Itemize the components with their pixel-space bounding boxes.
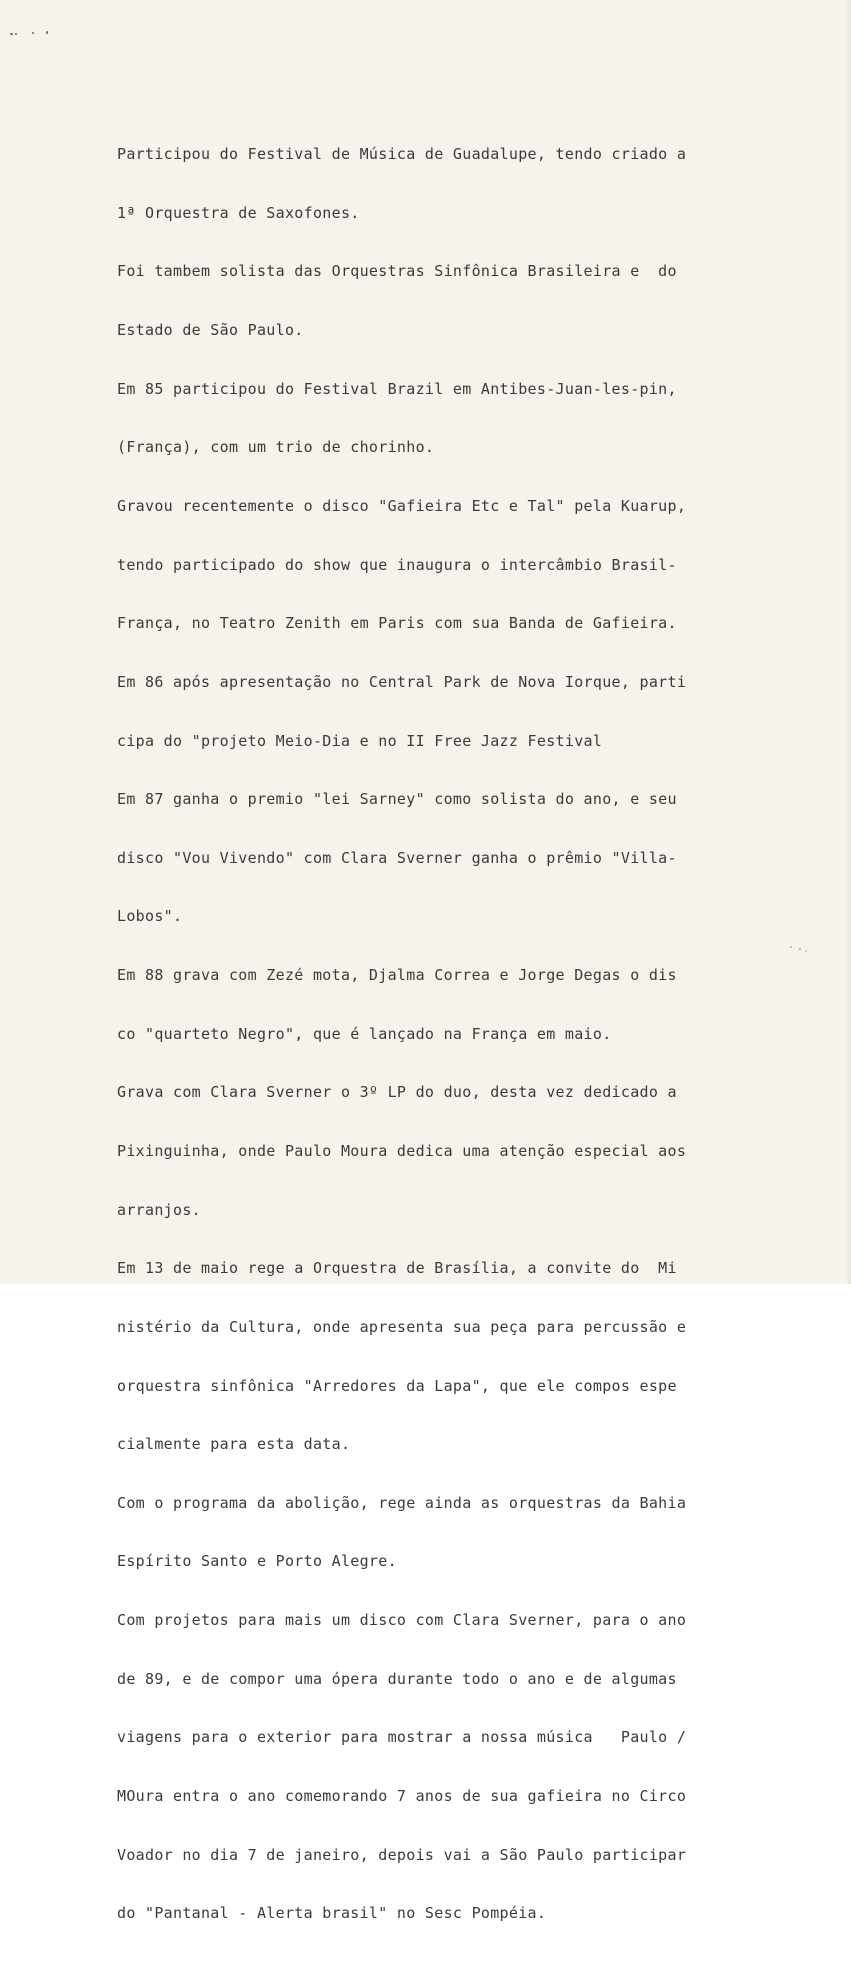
text-line: Lobos". bbox=[117, 907, 183, 926]
typed-biography-text bbox=[117, 106, 737, 1963]
text-line: Em 85 participou do Festival Brazil em Antibes-Juan-les-pin, bbox=[117, 379, 677, 398]
text-line: Voador no dia 7 de janeiro, depois vai a São Paulo participar bbox=[117, 1845, 687, 1864]
paper-speck bbox=[10, 33, 13, 35]
text-line: orquestra sinfônica "Arredores da Lapa", que ele compos espe bbox=[117, 1376, 677, 1395]
text-line: Espírito Santo e Porto Alegre. bbox=[117, 1552, 397, 1571]
text-line: nistério da Cultura, onde apresenta sua peça para percussão e bbox=[117, 1317, 687, 1336]
paper-speck bbox=[790, 946, 792, 948]
text-line: MOura entra o ano comemorando 7 anos de sua gafieira no Circo bbox=[117, 1787, 687, 1806]
text-line: Com o programa da abolição, rege ainda as orquestras da Bahia bbox=[117, 1493, 687, 1512]
text-line: disco "Vou Vivendo" com Clara Sverner ganha o prêmio "Villa- bbox=[117, 848, 677, 867]
text-line: 1ª Orquestra de Saxofones. bbox=[117, 203, 360, 222]
text-line: cipa do "projeto Meio-Dia e no II Free Jazz Festival bbox=[117, 731, 603, 750]
text-line: tendo participado do show que inaugura o intercâmbio Brasil- bbox=[117, 555, 677, 574]
text-line: do "Pantanal - Alerta brasil" no Sesc Pompéia. bbox=[117, 1904, 547, 1923]
paper-speck bbox=[15, 33, 17, 35]
text-line: Em 86 após apresentação no Central Park de Nova Iorque, parti bbox=[117, 672, 687, 691]
text-line: viagens para o exterior para mostrar a nossa música Paulo / bbox=[117, 1728, 687, 1747]
text-line: Pixinguinha, onde Paulo Moura dedica uma atenção especial aos bbox=[117, 1141, 687, 1160]
text-line: (França), com um trio de chorinho. bbox=[117, 438, 435, 457]
text-line: arranjos. bbox=[117, 1200, 201, 1219]
paper-speck bbox=[46, 31, 48, 34]
text-line: Em 87 ganha o premio "lei Sarney" como solista do ano, e seu bbox=[117, 790, 677, 809]
text-line: co "quarteto Negro", que é lançado na França em maio. bbox=[117, 1024, 612, 1043]
paper-speck bbox=[799, 948, 801, 950]
text-line: Participou do Festival de Música de Guadalupe, tendo criado a bbox=[117, 145, 687, 164]
paper-speck bbox=[32, 32, 34, 34]
text-line: Em 88 grava com Zezé mota, Djalma Correa e Jorge Degas o dis bbox=[117, 966, 677, 985]
paper-edge-shadow bbox=[845, 0, 851, 1284]
paper-speck bbox=[805, 950, 807, 952]
text-line: Foi tambem solista das Orquestras Sinfônica Brasileira e do bbox=[117, 262, 677, 281]
text-line: Estado de São Paulo. bbox=[117, 321, 304, 340]
text-line: de 89, e de compor uma ópera durante todo o ano e de algumas bbox=[117, 1669, 677, 1688]
text-line: Com projetos para mais um disco com Clara Sverner, para o ano bbox=[117, 1611, 687, 1630]
text-line: Em 13 de maio rege a Orquestra de Brasília, a convite do Mi bbox=[117, 1259, 677, 1278]
text-line: Grava com Clara Sverner o 3º LP do duo, desta vez dedicado a bbox=[117, 1083, 677, 1102]
text-line: Gravou recentemente o disco "Gafieira Etc e Tal" pela Kuarup, bbox=[117, 496, 687, 515]
text-line: França, no Teatro Zenith em Paris com sua Banda de Gafieira. bbox=[117, 614, 677, 633]
text-line: cialmente para esta data. bbox=[117, 1435, 351, 1454]
